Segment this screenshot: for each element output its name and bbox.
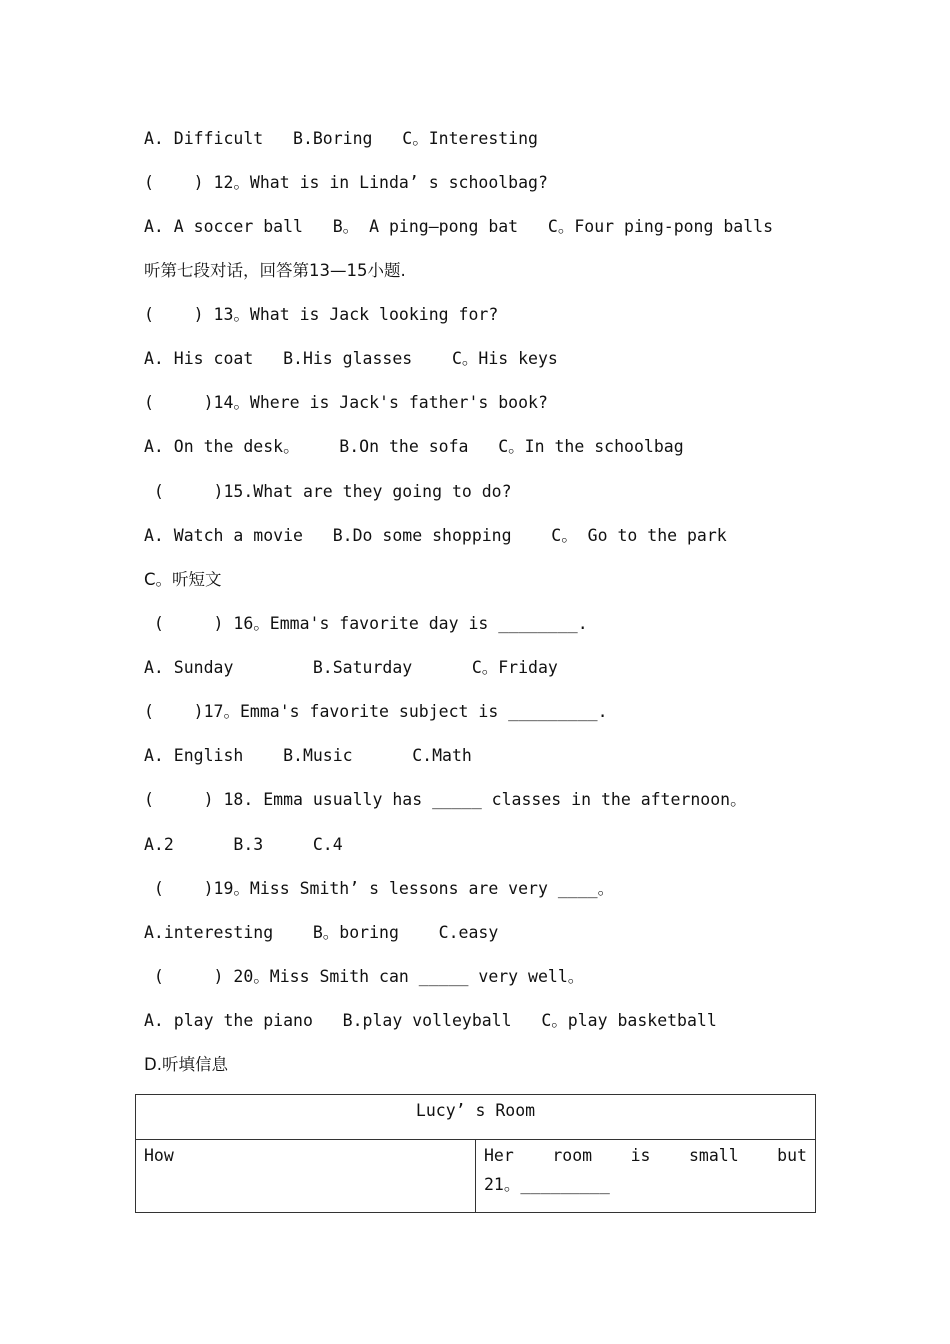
answer-word: room — [552, 1146, 593, 1165]
options-line-19: A.interesting B。boring C.easy — [144, 923, 499, 942]
options-line-18: A.2 B.3 C.4 — [144, 835, 343, 854]
question-18: ( ) 18. Emma usually has _____ classes in the afternoon。 — [144, 790, 747, 809]
section-heading-c: C。听短文 — [144, 570, 222, 589]
section-instruction-dialogue-7: 听第七段对话，回答第13—15小题. — [144, 261, 406, 280]
table-row — [136, 1140, 816, 1213]
info-table — [135, 1094, 816, 1213]
options-line-17: A. English B.Music C.Math — [144, 746, 472, 765]
answer-sentence — [484, 1146, 807, 1165]
options-line-11: A. Difficult B.Boring C。Interesting — [144, 129, 538, 148]
options-line-20: A. play the piano B.play volleyball C。play basketball — [144, 1011, 717, 1030]
answer-word: but — [777, 1146, 807, 1165]
table-title: Lucy’ s Room — [136, 1095, 816, 1140]
answer-word: Her — [484, 1146, 514, 1165]
question-16: ( ) 16。Emma's favorite day is ________. — [144, 614, 588, 633]
answer-cell — [476, 1140, 816, 1213]
options-line-16: A. Sunday B.Saturday C。Friday — [144, 658, 558, 677]
question-15: ( )15.What are they going to do? — [144, 482, 512, 501]
options-line-13: A. His coat B.His glasses C。His keys — [144, 349, 558, 368]
question-19: ( )19。Miss Smith’ s lessons are very ____。 — [144, 879, 615, 898]
question-14: ( )14。Where is Jack's father's book? — [144, 393, 548, 412]
answer-word: small — [688, 1146, 739, 1165]
row-label: How — [136, 1140, 476, 1213]
question-20: ( ) 20。Miss Smith can _____ very well。 — [144, 967, 585, 986]
question-13: ( ) 13。What is Jack looking for? — [144, 305, 499, 324]
answer-blank-21: 21。_________ — [484, 1175, 610, 1194]
question-17: ( )17。Emma's favorite subject is _________. — [144, 702, 608, 721]
options-line-14: A. On the desk。 B.On the sofa C。In the schoolbag — [144, 437, 684, 456]
question-12: ( ) 12。What is in Linda’ s schoolbag? — [144, 173, 548, 192]
section-heading-d: D.听填信息 — [144, 1055, 228, 1074]
options-line-12: A. A soccer ball B。 A ping—pong bat C。Four ping-pong balls — [144, 217, 774, 236]
options-line-15: A. Watch a movie B.Do some shopping C。 Go to the park — [144, 526, 727, 545]
answer-word: is — [630, 1146, 651, 1165]
